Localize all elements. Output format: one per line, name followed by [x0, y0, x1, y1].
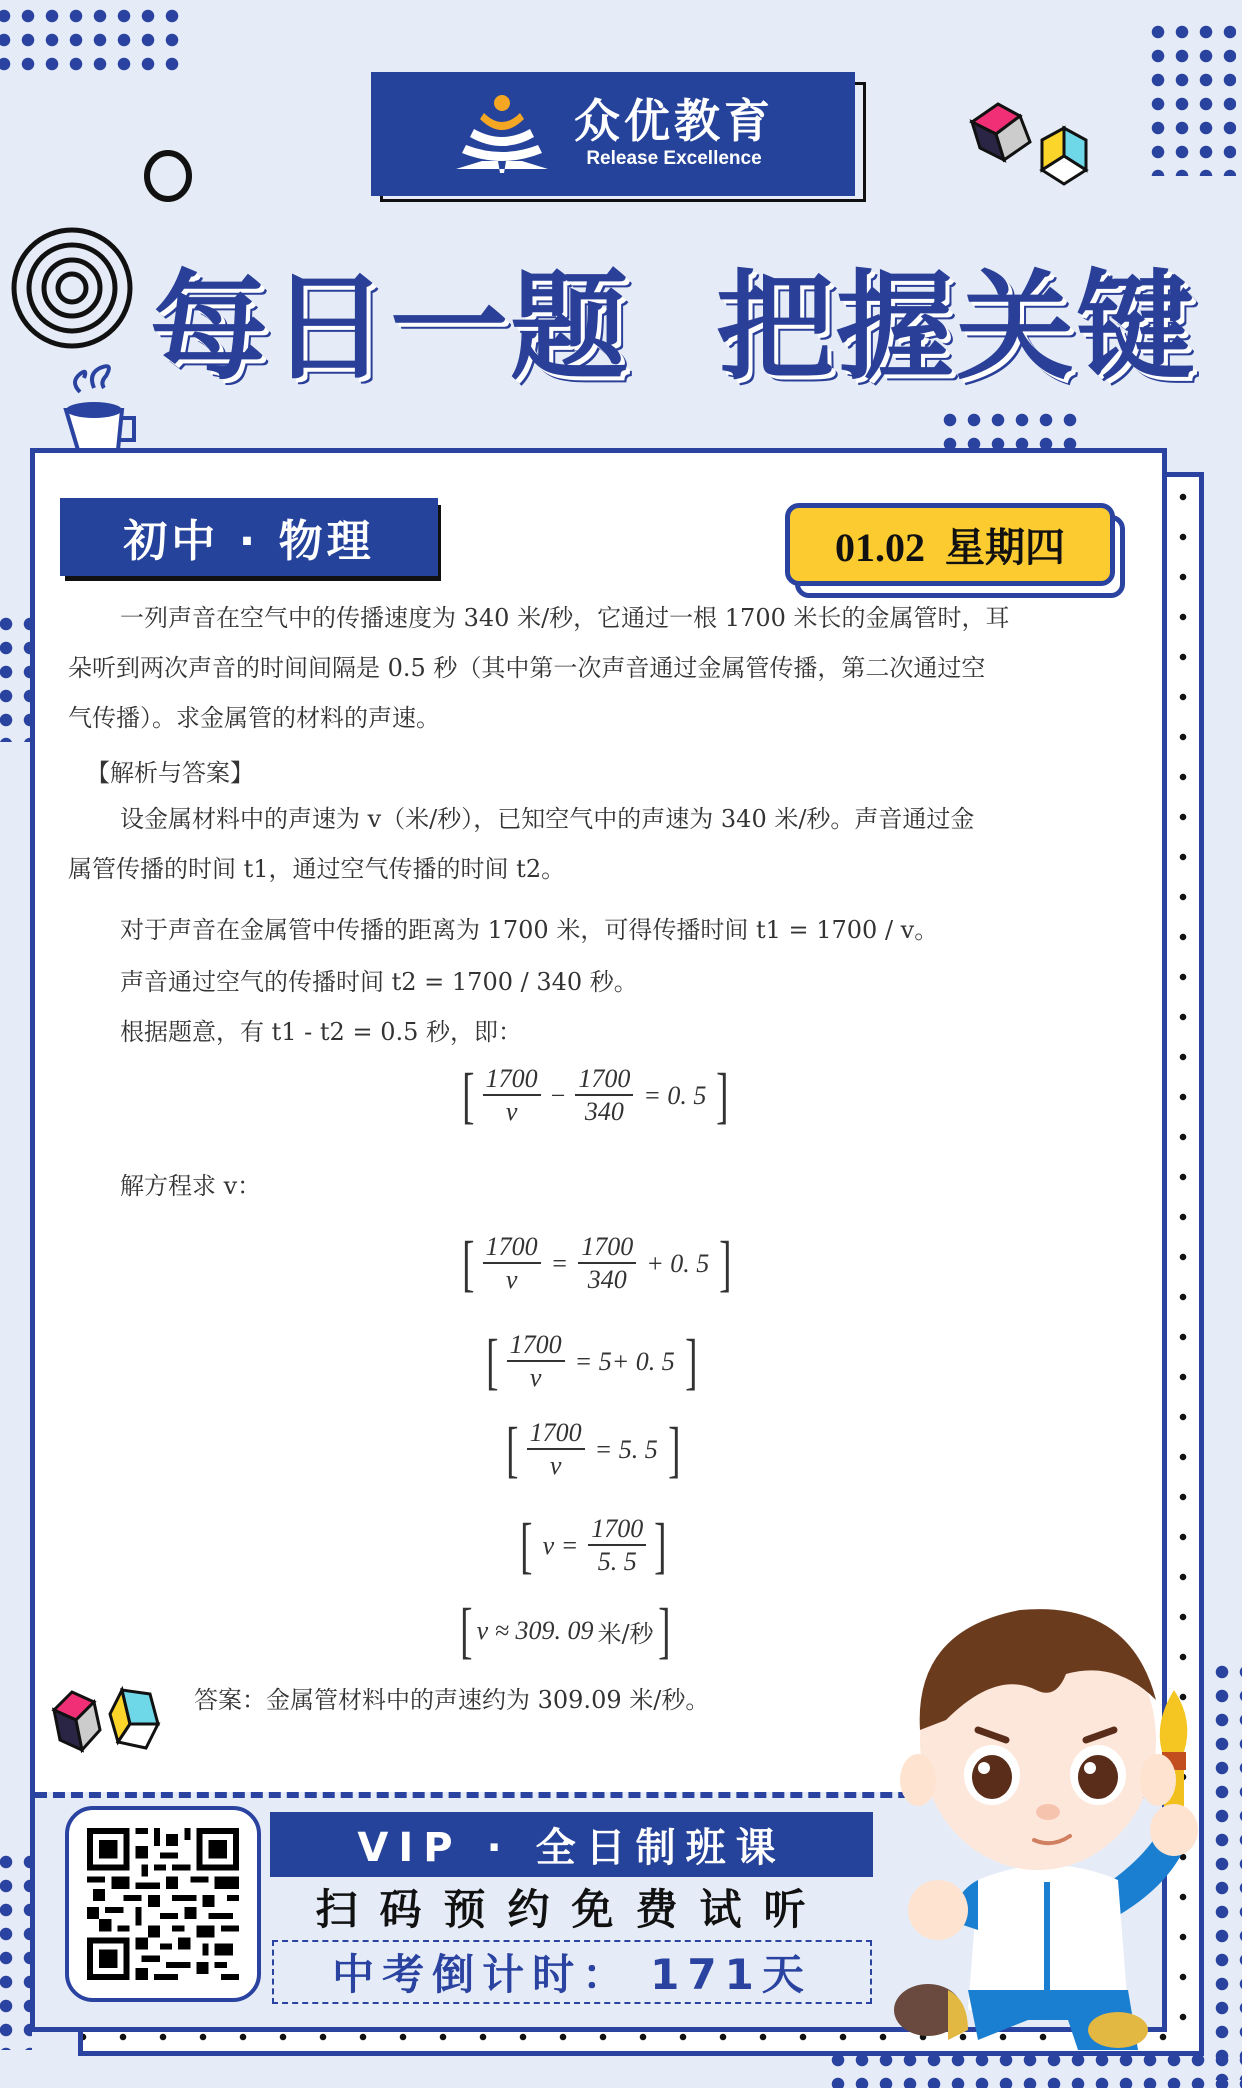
brand-emblem-icon [452, 89, 552, 179]
qr-code[interactable] [65, 1806, 261, 2002]
decor-cubes-icon [968, 100, 1098, 190]
solve-label: 解方程求 v： [120, 1172, 262, 1200]
solution-para-2: 对于声音在金属管中传播的距离为 1700 米，可得传播时间 t1 = 1700 / v。 [120, 916, 939, 944]
brand-name-en: Release Excellence [586, 148, 762, 169]
decor-dots-top-right [1146, 20, 1236, 176]
date-tag: 01.02 星期四 [785, 503, 1115, 586]
vip-banner: VIP · 全日制班课 [270, 1812, 873, 1877]
equation-6-result: [ v ≈ 309. 09 米/秒 ] [460, 1597, 671, 1665]
mascot-boy-illustration [868, 1590, 1208, 2050]
coffee-mug-icon [60, 352, 150, 452]
scan-cta: 扫码预约免费试听 [315, 1885, 828, 1934]
subject-tag: 初中 · 物理 [60, 498, 438, 576]
decor-dots-under-headline [938, 408, 1084, 448]
equation-4: [ $\frac{1700}{v}$ = 5. 5 ] [506, 1415, 681, 1484]
question-line: 一列声音在空气中的传播速度为 340 米/秒，它通过一根 1700 米长的金属管时，耳 [120, 604, 1010, 632]
equation-5: [ v = $\frac{1700}{5. 5}$ ] [520, 1511, 667, 1580]
answer-cubes-icon [50, 1680, 180, 1760]
solution-para-3: 声音通过空气的传播时间 t2 = 1700 / 340 秒。 [120, 968, 638, 996]
brand-logo [371, 72, 855, 196]
solution-line: 属管传播的时间 t1，通过空气传播的时间 t2。 [68, 855, 566, 883]
decor-dots-left-bottom [0, 1850, 32, 2050]
question-text [68, 593, 1088, 743]
question-line: 朵听到两次声音的时间间隔是 0.5 秒（其中第一次声音通过金属管传播，第二次通过空 [68, 654, 986, 682]
equation-3: [ $\frac{1700}{v}$ = 5+ 0. 5 ] [486, 1327, 698, 1396]
countdown-label: 中考倒计时： [332, 1950, 633, 1999]
countdown-value: 171天 [650, 1950, 812, 1999]
equation-2: [ $\frac{1700}{v}$ = $\frac{1700}{340}$ + 0. 5 ] [462, 1229, 732, 1298]
question-line: 气传播）。求金属管的材料的声速。 [68, 704, 440, 732]
final-answer: 答案：金属管材料中的声速约为 309.09 米/秒。 [194, 1686, 710, 1714]
decor-dots-right-bottom [1210, 1660, 1242, 2080]
decor-dots-left-mid [0, 612, 32, 742]
page-headline: 每日一题 把握关键 [150, 258, 1197, 396]
solution-para-4: 根据题意，有 t1 - t2 = 0.5 秒，即： [120, 1018, 522, 1046]
solution-line: 设金属材料中的声速为 v（米/秒），已知空气中的声速为 340 米/秒。声音通过金 [120, 805, 975, 833]
brand-name-cn: 众优教育 [574, 94, 774, 148]
solution-para-1 [68, 794, 1088, 894]
solution-heading: 【解析与答案】 [86, 759, 254, 787]
qr-code-icon [87, 1828, 239, 1980]
exam-countdown [272, 1940, 872, 2004]
equation-1: [ $\frac{1700}{v}$ − $\frac{1700}{340}$ = 0. 5 ] [462, 1061, 729, 1130]
decor-dots-top-left [0, 4, 188, 80]
brand-name [574, 94, 774, 170]
